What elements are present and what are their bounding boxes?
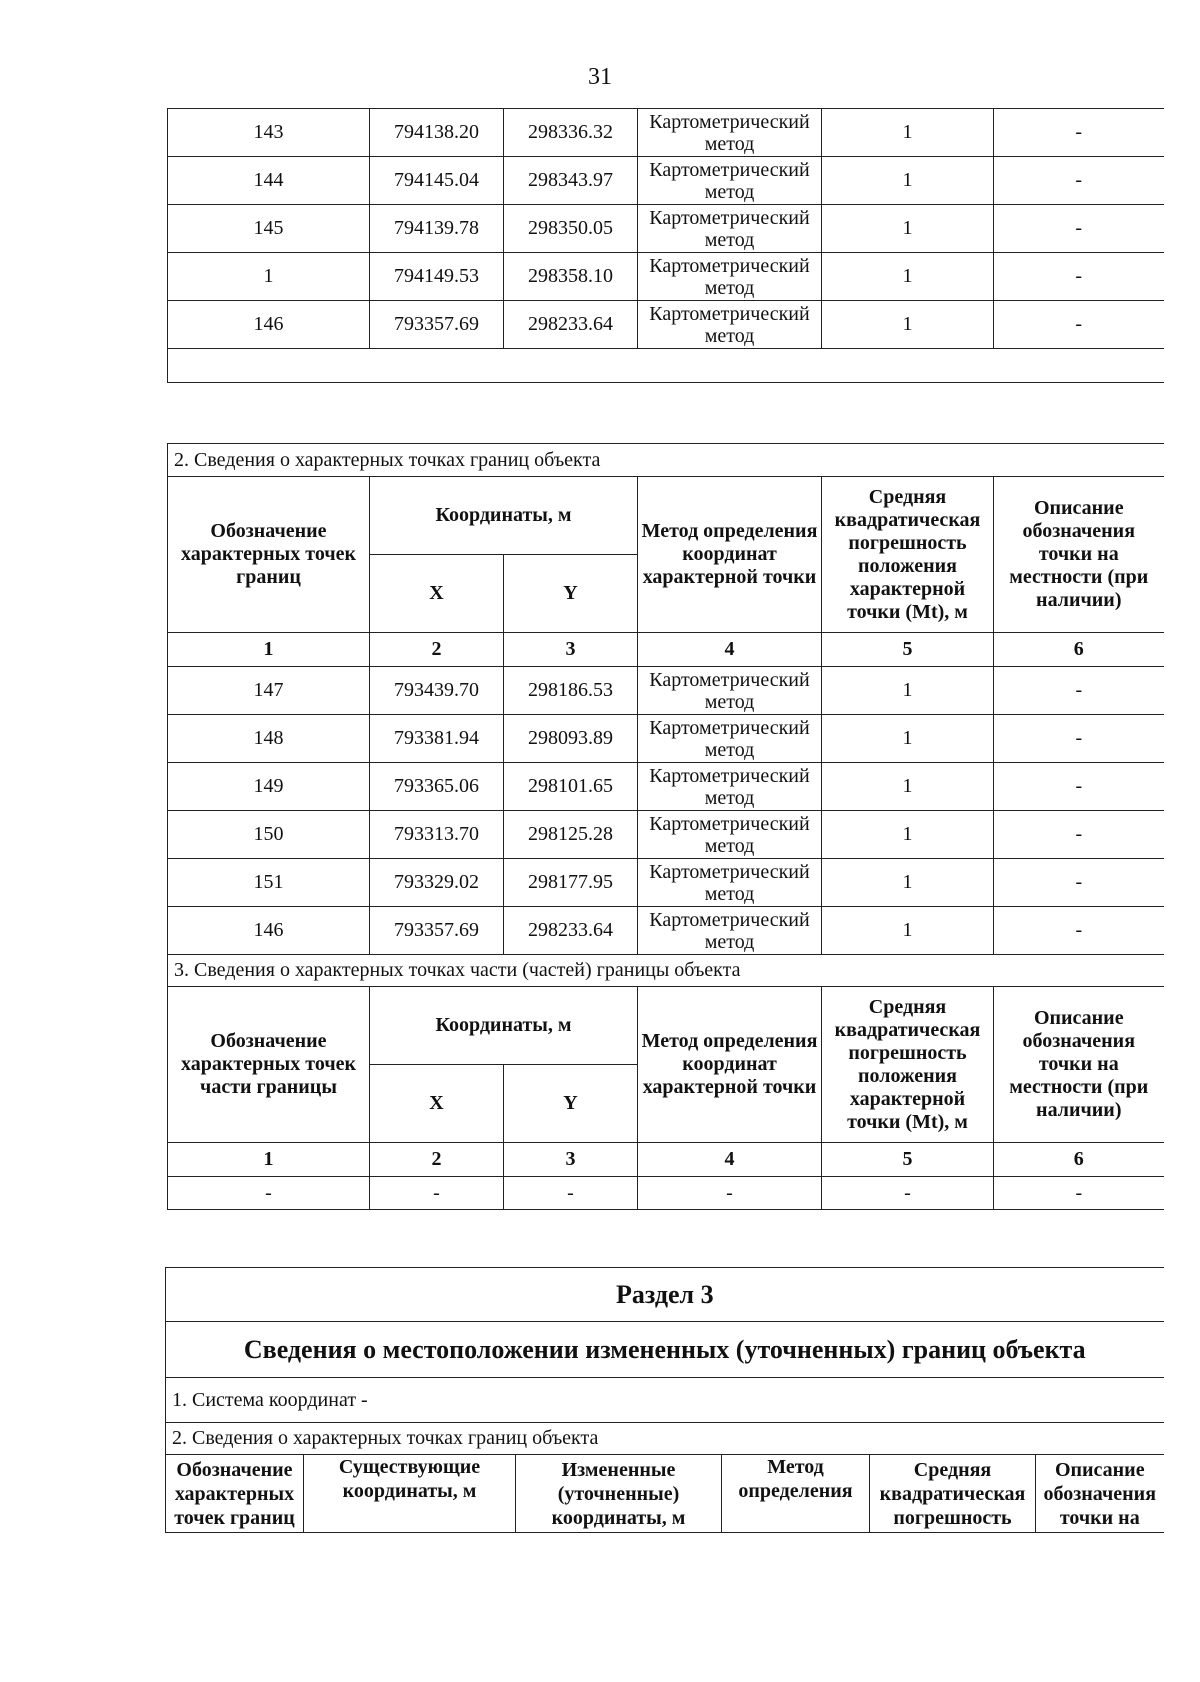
cell-desc: - bbox=[994, 763, 1164, 811]
cell-desc: - bbox=[994, 157, 1164, 205]
cell-desc: - bbox=[994, 1177, 1164, 1210]
part-y-header: Y bbox=[504, 1065, 638, 1143]
cell-desc: - bbox=[994, 811, 1164, 859]
cell-mt: 1 bbox=[822, 667, 994, 715]
cell-desc: - bbox=[994, 301, 1164, 349]
cell-point: 151 bbox=[168, 859, 370, 907]
cell-point: 150 bbox=[168, 811, 370, 859]
section-title: Раздел 3 bbox=[166, 1268, 1164, 1322]
col-num: 2 bbox=[370, 1143, 504, 1177]
coord-system-line: 1. Система координат - bbox=[166, 1378, 1164, 1423]
cell-point: 149 bbox=[168, 763, 370, 811]
table-row bbox=[168, 907, 1164, 955]
col-num: 4 bbox=[638, 633, 822, 667]
col-num: 1 bbox=[168, 633, 370, 667]
column-numbers-row bbox=[168, 633, 1164, 667]
cell-point: 143 bbox=[168, 109, 370, 157]
cell-desc: - bbox=[994, 253, 1164, 301]
s3-existing-header: Существующие координаты, м bbox=[304, 1455, 516, 1533]
table-row bbox=[168, 859, 1164, 907]
cell-point: 146 bbox=[168, 907, 370, 955]
table-row bbox=[168, 253, 1164, 301]
cell-desc: - bbox=[994, 205, 1164, 253]
desc-header: Описание обозначения точки на местности (при наличии) bbox=[994, 477, 1164, 633]
col-num: 2 bbox=[370, 633, 504, 667]
cell-point: 145 bbox=[168, 205, 370, 253]
table-row bbox=[168, 205, 1164, 253]
y-header: Y bbox=[504, 555, 638, 633]
table-row bbox=[168, 667, 1164, 715]
cell-y: 298101.65 bbox=[504, 763, 638, 811]
coords-header: Координаты, м bbox=[370, 477, 638, 555]
cell-y: 298233.64 bbox=[504, 907, 638, 955]
cell-point: 1 bbox=[168, 253, 370, 301]
s3-changed-header: Измененные (уточненные) координаты, м bbox=[516, 1455, 722, 1533]
cell-x: 794139.78 bbox=[370, 205, 504, 253]
cell-mt: 1 bbox=[822, 157, 994, 205]
cell-method: - bbox=[638, 1177, 822, 1210]
cell-mt: 1 bbox=[822, 859, 994, 907]
s3-desc-header: Описание обозначения точки на bbox=[1036, 1455, 1164, 1533]
cell-method: Картометрический метод bbox=[638, 907, 822, 955]
cell-desc: - bbox=[994, 715, 1164, 763]
col-num: 1 bbox=[168, 1143, 370, 1177]
cell-method: Картометрический метод bbox=[638, 763, 822, 811]
table-row bbox=[168, 763, 1164, 811]
page-number: 31 bbox=[588, 64, 612, 90]
mt-header: Средняя квадратическая погрешность положения характерной точки (Mt), м bbox=[822, 477, 994, 633]
cell-x: 793357.69 bbox=[370, 907, 504, 955]
cell-x: 793313.70 bbox=[370, 811, 504, 859]
col-num: 5 bbox=[822, 633, 994, 667]
cell-y: 298358.10 bbox=[504, 253, 638, 301]
cell-y: 298350.05 bbox=[504, 205, 638, 253]
designation-header: Обозначение характерных точек границ bbox=[168, 477, 370, 633]
cell-mt: 1 bbox=[822, 253, 994, 301]
cell-method: Картометрический метод bbox=[638, 715, 822, 763]
section3-points-caption: 2. Сведения о характерных точках границ объекта bbox=[166, 1423, 1164, 1455]
col-num: 3 bbox=[504, 633, 638, 667]
cell-desc: - bbox=[994, 667, 1164, 715]
part-method-header: Метод определения координат характерной точки bbox=[638, 987, 822, 1143]
part-designation-header: Обозначение характерных точек части границы bbox=[168, 987, 370, 1143]
cell-mt: 1 bbox=[822, 715, 994, 763]
cell-method: Картометрический метод bbox=[638, 109, 822, 157]
cell-method: Картометрический метод bbox=[638, 811, 822, 859]
part-mt-header: Средняя квадратическая погрешность положения характерной точки (Mt), м bbox=[822, 987, 994, 1143]
cell-point: - bbox=[168, 1177, 370, 1210]
col-num: 6 bbox=[994, 633, 1164, 667]
cell-y: 298177.95 bbox=[504, 859, 638, 907]
cell-method: Картометрический метод bbox=[638, 157, 822, 205]
col-num: 4 bbox=[638, 1143, 822, 1177]
boundary-points-caption: 2. Сведения о характерных точках границ объекта bbox=[168, 444, 1164, 477]
table-row bbox=[168, 1177, 1164, 1210]
cell-desc: - bbox=[994, 109, 1164, 157]
table-row bbox=[168, 715, 1164, 763]
cell-x: 793365.06 bbox=[370, 763, 504, 811]
cell-mt: 1 bbox=[822, 205, 994, 253]
cell-method: Картометрический метод bbox=[638, 301, 822, 349]
cell-y: 298336.32 bbox=[504, 109, 638, 157]
cell-y: 298233.64 bbox=[504, 301, 638, 349]
col-num: 3 bbox=[504, 1143, 638, 1177]
cell-mt: 1 bbox=[822, 811, 994, 859]
cell-x: 793357.69 bbox=[370, 301, 504, 349]
cell-mt: 1 bbox=[822, 763, 994, 811]
cell-mt: 1 bbox=[822, 109, 994, 157]
cell-mt: 1 bbox=[822, 907, 994, 955]
empty-row bbox=[168, 349, 1164, 383]
cell-mt: 1 bbox=[822, 301, 994, 349]
cell-desc: - bbox=[994, 859, 1164, 907]
continuation-table bbox=[167, 108, 1164, 383]
col-num: 5 bbox=[822, 1143, 994, 1177]
cell-x: 793329.02 bbox=[370, 859, 504, 907]
cell-point: 148 bbox=[168, 715, 370, 763]
cell-x: 794149.53 bbox=[370, 253, 504, 301]
table-row bbox=[168, 811, 1164, 859]
cell-method: Картометрический метод bbox=[638, 859, 822, 907]
cell-y: 298343.97 bbox=[504, 157, 638, 205]
method-header: Метод определения координат характерной точки bbox=[638, 477, 822, 633]
table-row bbox=[168, 157, 1164, 205]
section-subtitle: Сведения о местоположении измененных (уточненных) границ объекта bbox=[166, 1322, 1164, 1378]
part-points-caption: 3. Сведения о характерных точках части (частей) границы объекта bbox=[168, 955, 1164, 987]
cell-y: 298093.89 bbox=[504, 715, 638, 763]
col-num: 6 bbox=[994, 1143, 1164, 1177]
part-x-header: X bbox=[370, 1065, 504, 1143]
cell-method: Картометрический метод bbox=[638, 667, 822, 715]
part-column-numbers-row bbox=[168, 1143, 1164, 1177]
cell-y: 298125.28 bbox=[504, 811, 638, 859]
cell-method: Картометрический метод bbox=[638, 253, 822, 301]
cell-x: 793439.70 bbox=[370, 667, 504, 715]
cell-x: 794145.04 bbox=[370, 157, 504, 205]
cell-method: Картометрический метод bbox=[638, 205, 822, 253]
s3-designation-header: Обозначение характерных точек границ bbox=[166, 1455, 304, 1533]
s3-method-header: Метод определения bbox=[722, 1455, 870, 1533]
table-row bbox=[168, 109, 1164, 157]
cell-mt: - bbox=[822, 1177, 994, 1210]
section-3-table bbox=[165, 1267, 1164, 1533]
cell-x: - bbox=[370, 1177, 504, 1210]
cell-y: 298186.53 bbox=[504, 667, 638, 715]
cell-x: 793381.94 bbox=[370, 715, 504, 763]
cell-point: 147 bbox=[168, 667, 370, 715]
cell-x: 794138.20 bbox=[370, 109, 504, 157]
part-coords-header: Координаты, м bbox=[370, 987, 638, 1065]
boundary-points-table bbox=[167, 443, 1164, 1210]
x-header: X bbox=[370, 555, 504, 633]
cell-point: 146 bbox=[168, 301, 370, 349]
table-row bbox=[168, 301, 1164, 349]
s3-mt-header: Средняя квадратическая погрешность bbox=[870, 1455, 1036, 1533]
cell-point: 144 bbox=[168, 157, 370, 205]
part-desc-header: Описание обозначения точки на местности (при наличии) bbox=[994, 987, 1164, 1143]
cell-y: - bbox=[504, 1177, 638, 1210]
cell-desc: - bbox=[994, 907, 1164, 955]
